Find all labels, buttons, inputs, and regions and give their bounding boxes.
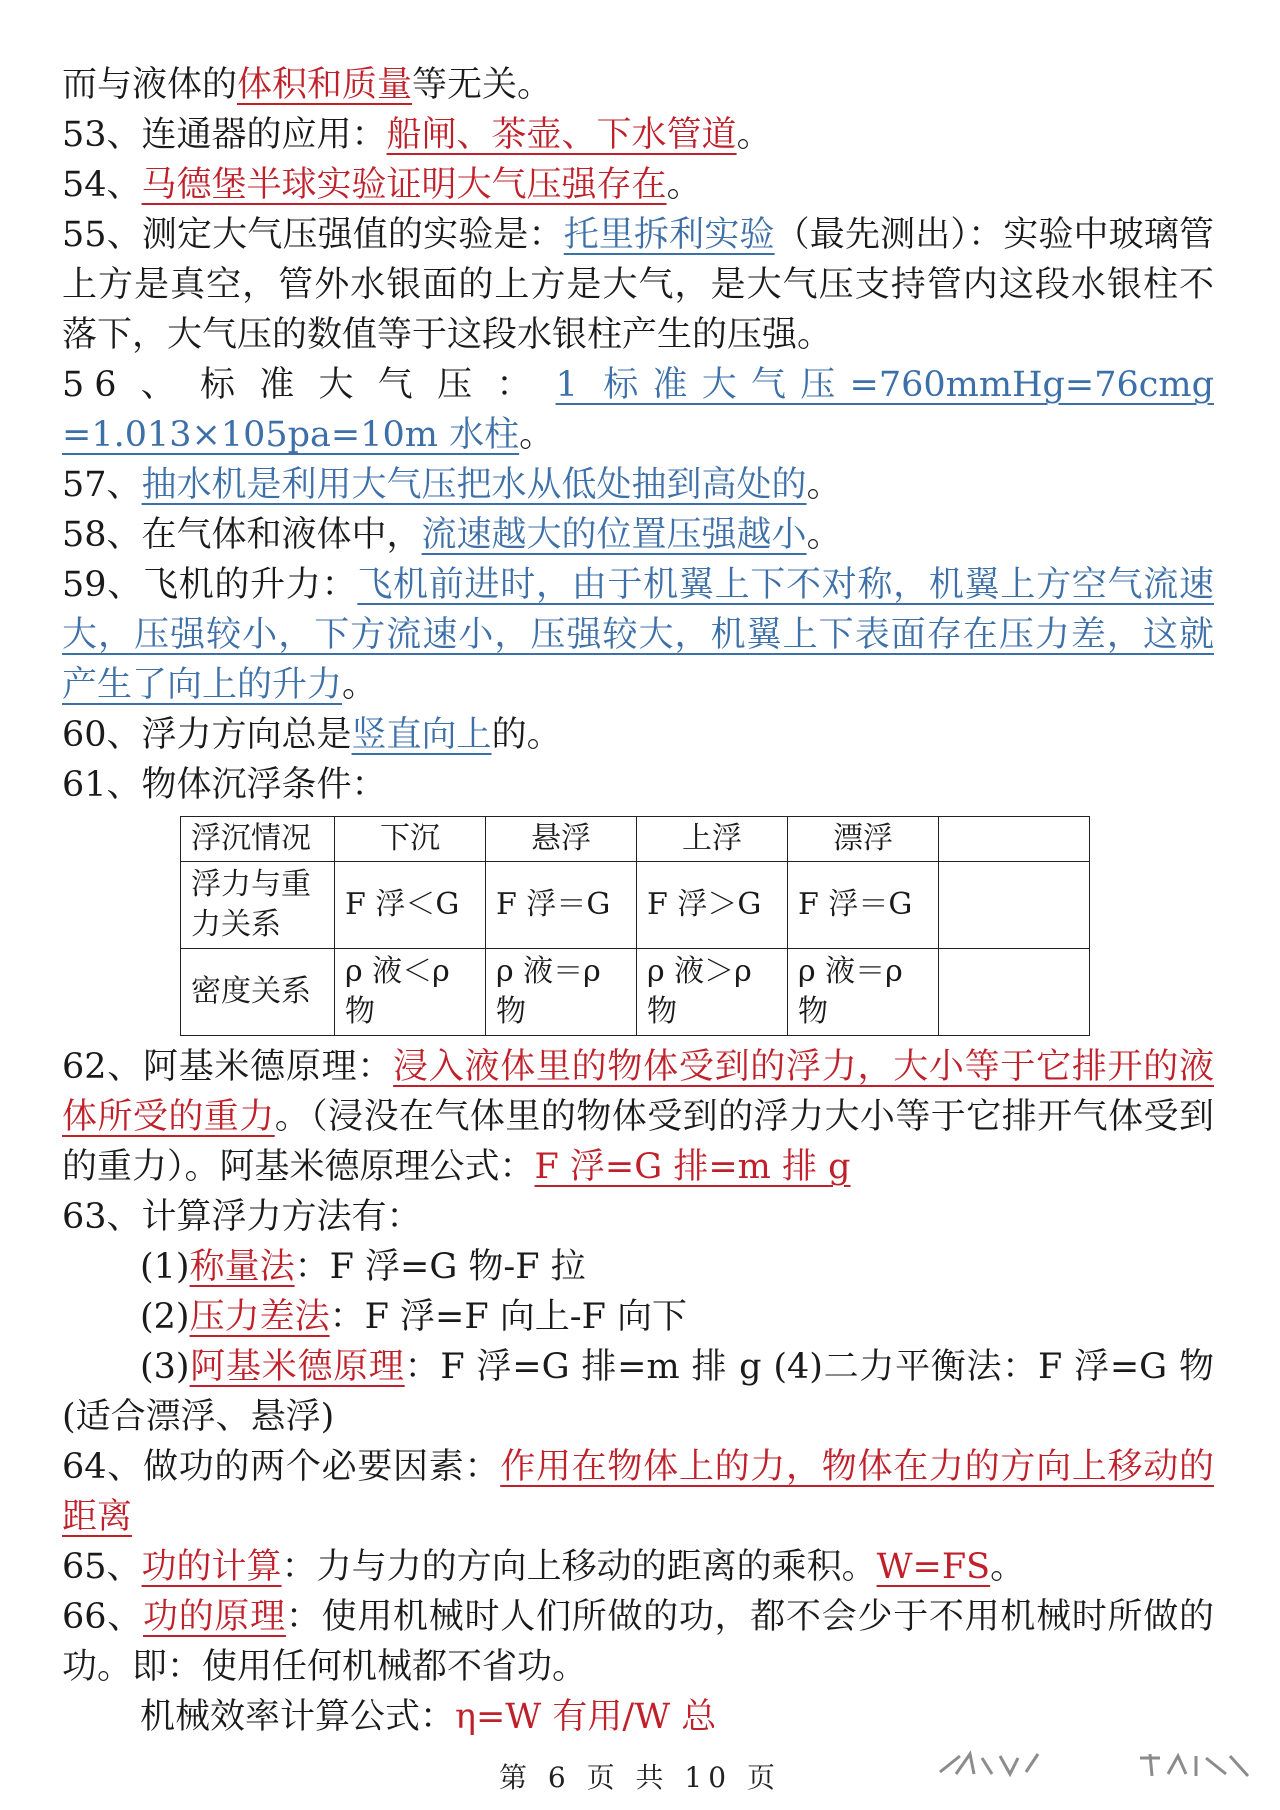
line-59: 59、飞机的升力：飞机前进时，由于机翼上下不对称，机翼上方空气流速大，压强较小，下方流速小，压强较大，机翼上下表面存在压力差，这就产生了向上的升力。 [62, 565, 1214, 705]
highlight-red: 浸入液体里的物体受到的浮力，大小等于它排开的液体所受的重力 [62, 1047, 1214, 1137]
table-cell: 悬浮 [486, 817, 637, 862]
formula-red: η=W 有用/W 总 [455, 1697, 717, 1737]
highlight-red: 压力差法 [189, 1297, 330, 1337]
table-cell: 浮沉情况 [181, 817, 335, 862]
line-55: 55、测定大气压强值的实验是：托里拆利实验（最先测出）：实验中玻璃管上方是真空，管外水银面的上方是大气，是大气压支持管内这段水银柱不落下，大气压的数值等于这段水银柱产生的压强。 [62, 215, 1214, 355]
line-58: 58、在气体和液体中，流速越大的位置压强越小。 [62, 515, 842, 555]
line-66: 66、功的原理：使用机械时人们所做的功，都不会少于不用机械时所做的功。即：使用任何机械都不省功。 [62, 1597, 1214, 1687]
formula-red: F 浮=G 排=m 排 g [534, 1147, 851, 1187]
line-52: 而与液体的体积和质量等无关。 [62, 65, 553, 105]
line-63-2: (2)压力差法：F 浮=F 向上-F 向下 [140, 1297, 687, 1337]
table-cell [939, 862, 1090, 949]
highlight-blue: 飞机前进时，由于机翼上下不对称，机翼上方空气流速大，压强较小，下方流速小，压强较大，机翼上下表面存在压力差，这就产生了向上的升力 [62, 565, 1214, 705]
highlight-red: 功的原理 [142, 1597, 286, 1637]
table-cell: ρ 液＞ρ 物 [637, 949, 788, 1036]
line-61: 61、物体沉浮条件： [62, 765, 387, 805]
buoyancy-table [180, 816, 1090, 1036]
table-cell: 上浮 [637, 817, 788, 862]
table-cell: 浮力与重力关系 [181, 862, 335, 949]
highlight-red: 称量法 [189, 1247, 295, 1287]
line-64: 64、做功的两个必要因素：作用在物体上的力，物体在力的方向上移动的距离 [62, 1447, 1214, 1537]
table-cell: 下沉 [335, 817, 486, 862]
line-62: 62、阿基米德原理：浸入液体里的物体受到的浮力，大小等于它排开的液体所受的重力。（浸没在气体里的物体受到的浮力大小等于它排开气体受到的重力）。阿基米德原理公式：F 浮=G 排=m 排 g [62, 1047, 1214, 1187]
line-63-1: (1)称量法：F 浮=G 物-F 拉 [140, 1247, 586, 1287]
formula-red: W=FS [876, 1547, 991, 1587]
highlight-red: 作用在物体上的力，物体在力的方向上移动的距离 [62, 1447, 1214, 1537]
table-cell: F 浮＞G [637, 862, 788, 949]
line-65: 65、功的计算：力与力的方向上移动的距离的乘积。W=FS。 [62, 1547, 1026, 1587]
highlight-blue: 抽水机是利用大气压把水从低处抽到高处的 [141, 465, 807, 505]
highlight-blue: 流速越大的位置压强越小 [421, 515, 807, 555]
table-cell: F 浮＝G [486, 862, 637, 949]
line-efficiency: 机械效率计算公式：η=W 有用/W 总 [140, 1697, 717, 1737]
highlight-red: 功的计算 [141, 1547, 282, 1587]
line-56: 56、标准大气压：1 标准大气压=760mmHg=76cmg =1.013×105pa=10m 水柱。 [62, 365, 1214, 455]
line-54: 54、马德堡半球实验证明大气压强存在。 [62, 165, 702, 205]
table-cell: ρ 液＜ρ 物 [335, 949, 486, 1036]
table-cell: 密度关系 [181, 949, 335, 1036]
table-row [181, 949, 1090, 1036]
notes-content [62, 60, 1214, 1742]
table-cell: ρ 液＝ρ 物 [486, 949, 637, 1036]
highlight-blue: 竖直向上 [351, 715, 492, 755]
table-cell: 漂浮 [788, 817, 939, 862]
line-53: 53、连通器的应用：船闸、茶壶、下水管道。 [62, 115, 772, 155]
line-57: 57、抽水机是利用大气压把水从低处抽到高处的。 [62, 465, 842, 505]
highlight-red: 体积和质量 [237, 65, 413, 105]
line-63-3: (3)阿基米德原理：F 浮=G 排=m 排 g (4)二力平衡法：F 浮=G 物 (适合漂浮、悬浮) [62, 1347, 1214, 1437]
highlight-red: 船闸、茶壶、下水管道 [386, 115, 737, 155]
table-cell [939, 817, 1090, 862]
highlight-red: 阿基米德原理 [189, 1347, 405, 1387]
table-cell: F 浮＜G [335, 862, 486, 949]
highlight-blue: 1 标准大气压=760mmHg=76cmg =1.013×105pa=10m 水柱 [62, 365, 1214, 455]
table-row [181, 817, 1090, 862]
table-row [181, 862, 1090, 949]
line-60: 60、浮力方向总是竖直向上的。 [62, 715, 562, 755]
highlight-blue: 托里拆利实验 [563, 215, 775, 255]
line-63: 63、计算浮力方法有： [62, 1197, 422, 1237]
table-cell [939, 949, 1090, 1036]
table-cell: F 浮＝G [788, 862, 939, 949]
table-cell: ρ 液＝ρ 物 [788, 949, 939, 1036]
highlight-red: 马德堡半球实验证明大气压强存在 [141, 165, 667, 205]
page-footer: 第 6 页 共 10 页 [499, 1761, 781, 1794]
